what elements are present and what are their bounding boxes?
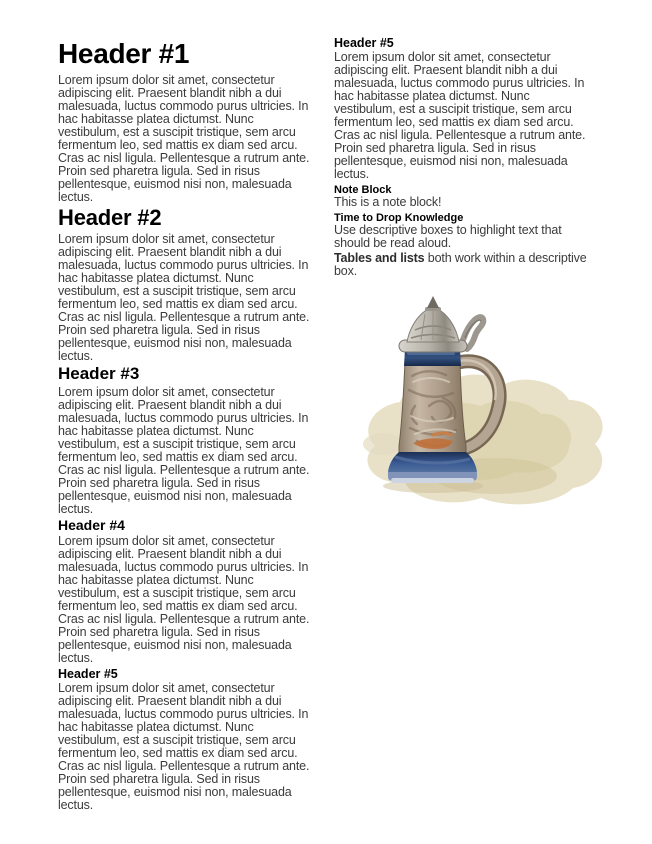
header-1-title: Header #1 [58,38,190,69]
header-3-paragraph: Lorem ipsum dolor sit amet, consectetur adipiscing elit. Praesent blandit nibh a dui malesuada, luctus commodo purus ultricies. In hac habitasse platea dictumst. Nunc vestibulum, est a suscipit tristique, sem arcu fermentum leo, sed mattis ex diam sed arcu. Cras ac nisl ligula. Pellentesque a rutrum ante. Proin sed pharetra ligula. Sed in risus pellentesque, euismod nisi non, malesuada lectus. [58,385,310,516]
section-header-5 [58,668,311,812]
note-block-text: This is a note block! [334,195,442,209]
knowledge-title: Time to Drop Knowledge [334,212,464,224]
header-5-right-title: Header #5 [334,36,394,50]
tables-note-bold: Tables and lists [334,251,425,265]
tables-note [334,252,587,278]
header-3-title: Header #3 [58,363,140,383]
stein-body [399,360,466,454]
note-block-title: Note Block [334,184,392,196]
header-5-title: Header #5 [58,667,118,682]
header-5-paragraph: Lorem ipsum dolor sit amet, consectetur adipiscing elit. Praesent blandit nibh a dui malesuada, luctus commodo purus ultricies. In hac habitasse platea dictumst. Nunc vestibulum, est a suscipit tristique, sem arcu fermentum leo, sed mattis ex diam sed arcu. Cras ac nisl ligula. Pellentesque a rutrum ante. Proin sed pharetra ligula. Sed in risus pellentesque, euismod nisi non, malesuada lectus. [58,681,310,813]
lid-finial [427,296,439,308]
knowledge-text: Use descriptive boxes to highlight text that should be read aloud. [334,223,562,250]
section-header-2 [58,206,311,363]
header-2-paragraph: Lorem ipsum dolor sit amet, consectetur adipiscing elit. Praesent blandit nibh a dui malesuada, luctus commodo purus ultricies. In hac habitasse platea dictumst. Nunc vestibulum, est a suscipit tristique, sem arcu fermentum leo, sed mattis ex diam sed arcu. Cras ac nisl ligula. Pellentesque a rutrum ante. Proin sed pharetra ligula. Sed in risus pellentesque, euismod nisi non, malesuada lectus. [58,231,310,363]
pewter-lid [399,296,483,352]
right-column [334,34,587,280]
header-2-title: Header #2 [58,204,162,230]
section-header-3 [58,365,311,516]
beer-stein-svg [345,294,615,516]
note-block-section [334,184,587,209]
beer-stein-illustration [345,294,615,516]
tables-note-rest: both work within a descriptive box. [334,251,587,278]
header-4-title: Header #4 [58,517,125,533]
knowledge-section [334,212,587,250]
stein-base [388,452,477,483]
section-header-1 [58,40,311,204]
header-1-paragraph: Lorem ipsum dolor sit amet, consectetur adipiscing elit. Praesent blandit nibh a dui malesuada, luctus commodo purus ultricies. In hac habitasse platea dictumst. Nunc vestibulum, est a suscipit tristique, sem arcu fermentum leo, sed mattis ex diam sed arcu. Cras ac nisl ligula. Pellentesque a rutrum ante. Proin sed pharetra ligula. Sed in risus pellentesque, euismod nisi non, malesuada lectus. [58,72,310,204]
left-column [58,40,311,814]
section-header-5-right [334,37,587,181]
section-header-4 [58,518,311,665]
header-4-paragraph: Lorem ipsum dolor sit amet, consectetur adipiscing elit. Praesent blandit nibh a dui malesuada, luctus commodo purus ultricies. In hac habitasse platea dictumst. Nunc vestibulum, est a suscipit tristique, sem arcu fermentum leo, sed mattis ex diam sed arcu. Cras ac nisl ligula. Pellentesque a rutrum ante. Proin sed pharetra ligula. Sed in risus pellentesque, euismod nisi non, malesuada lectus. [58,534,310,666]
header-5-right-paragraph: Lorem ipsum dolor sit amet, consectetur adipiscing elit. Praesent blandit nibh a dui malesuada, luctus commodo purus ultricies. In hac habitasse platea dictumst. Nunc vestibulum, est a suscipit tristique, sem arcu fermentum leo, sed mattis ex diam sed arcu. Cras ac nisl ligula. Pellentesque a rutrum ante. Proin sed pharetra ligula. Sed in risus pellentesque, euismod nisi non, malesuada lectus. [334,50,586,181]
